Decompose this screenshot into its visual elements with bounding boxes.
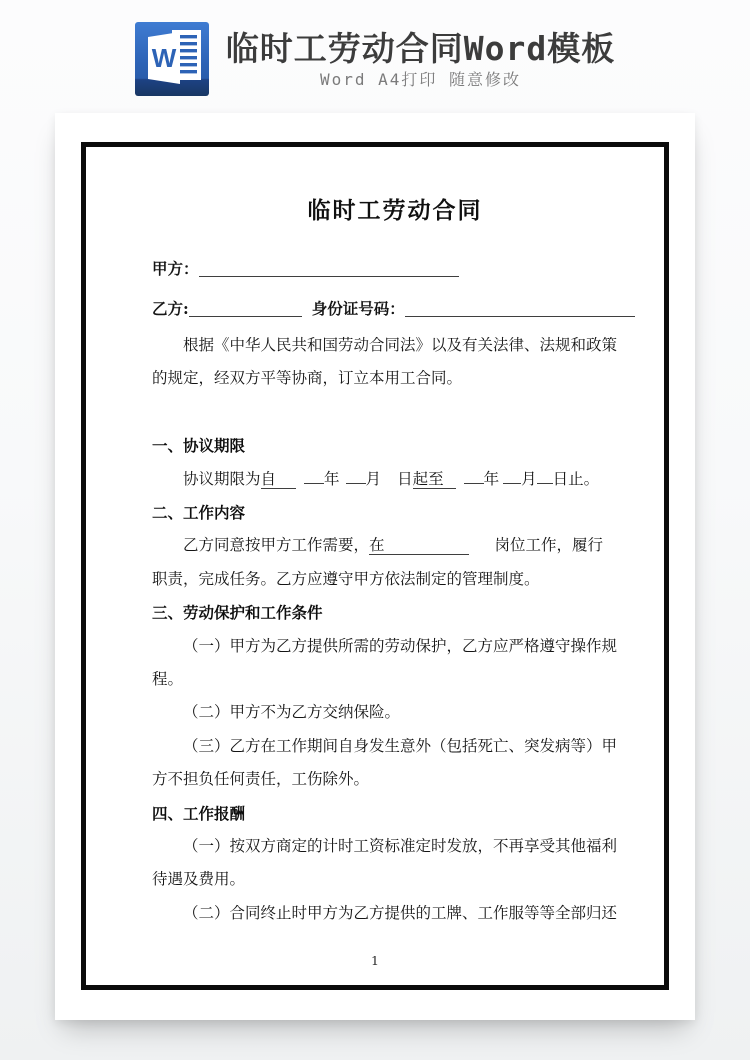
term-day2-blank	[537, 483, 553, 484]
party-b-label: 乙方:	[152, 299, 189, 318]
s4-item2: （二）合同终止时甲方为乙方提供的工牌、工作服等等全部归还	[183, 903, 618, 922]
section-heading-3: 三、劳动保护和工作条件	[152, 603, 323, 623]
s4-item1-line1: （一）按双方商定的计时工资标准定时发放，不再享受其他福利	[183, 837, 618, 856]
term-day1-label: 日	[397, 469, 413, 488]
term-month2-blank	[503, 483, 521, 484]
intro-line-2: 的规定，经双方平等协商，订立本用工合同。	[152, 369, 463, 388]
work-content-line-2: 职责，完成任务。乙方应遵守甲方依法制定的管理制度。	[152, 569, 540, 588]
term-year1-blank	[304, 483, 324, 484]
term-year1-label: 年	[324, 469, 340, 488]
work-line-suffix: 岗位工作，履行	[494, 536, 604, 555]
s3-item3-line1: （三）乙方在工作期间自身发生意外（包括死亡、突发病等）甲	[183, 736, 618, 755]
s3-item1-line2: 程。	[152, 670, 184, 689]
s4-item1-line2: 待遇及费用。	[152, 870, 246, 889]
document-content	[152, 195, 638, 930]
section-heading-4: 四、工作报酬	[152, 803, 246, 823]
term-month1-label: 月	[365, 469, 382, 488]
section-heading-2: 二、工作内容	[152, 503, 246, 523]
term-year2-label: 年	[483, 469, 500, 488]
term-to-chars: 起至	[413, 470, 456, 489]
term-ending: 日止。	[552, 469, 600, 488]
s3-item1-line1: （一）甲方为乙方提供所需的劳动保护，乙方应严格遵守操作规	[183, 636, 618, 655]
header-subtitle: Word A4打印 随意修改	[319, 70, 522, 90]
word-icon-letter: W	[151, 43, 177, 73]
term-from-char: 自	[261, 470, 297, 489]
id-number-label: 身份证号码：	[311, 299, 405, 318]
work-content-line	[152, 529, 638, 562]
document-page	[55, 113, 695, 1020]
term-prefix: 协议期限为	[183, 469, 261, 488]
id-number-blank	[405, 301, 635, 317]
section-heading-1: 一、协议期限	[152, 436, 246, 456]
document-title: 临时工劳动合同	[307, 197, 483, 224]
party-a-line	[152, 249, 638, 289]
work-position-blank: 在	[369, 536, 469, 555]
party-a-blank	[199, 261, 459, 277]
term-year2-blank	[464, 483, 484, 484]
party-b-blank	[189, 301, 302, 317]
word-file-icon	[135, 22, 209, 96]
s3-item2: （二）甲方不为乙方交纳保险。	[183, 703, 401, 722]
term-month2-label: 月	[521, 469, 537, 488]
header-title: 临时工劳动合同Word模板	[225, 28, 616, 68]
spacer	[152, 396, 638, 429]
term-duration-line	[152, 463, 638, 496]
party-a-label: 甲方：	[152, 259, 199, 278]
s3-item3-line2: 方不担负任何责任，工伤除外。	[152, 770, 370, 789]
work-line-prefix: 乙方同意按甲方工作需要，	[183, 536, 370, 555]
header	[0, 0, 750, 112]
party-b-line	[152, 289, 638, 329]
page-number: 1	[371, 953, 379, 968]
term-month1-blank	[346, 483, 366, 484]
intro-line-1: 根据《中华人民共和国劳动合同法》以及有关法律、法规和政策	[183, 336, 618, 354]
